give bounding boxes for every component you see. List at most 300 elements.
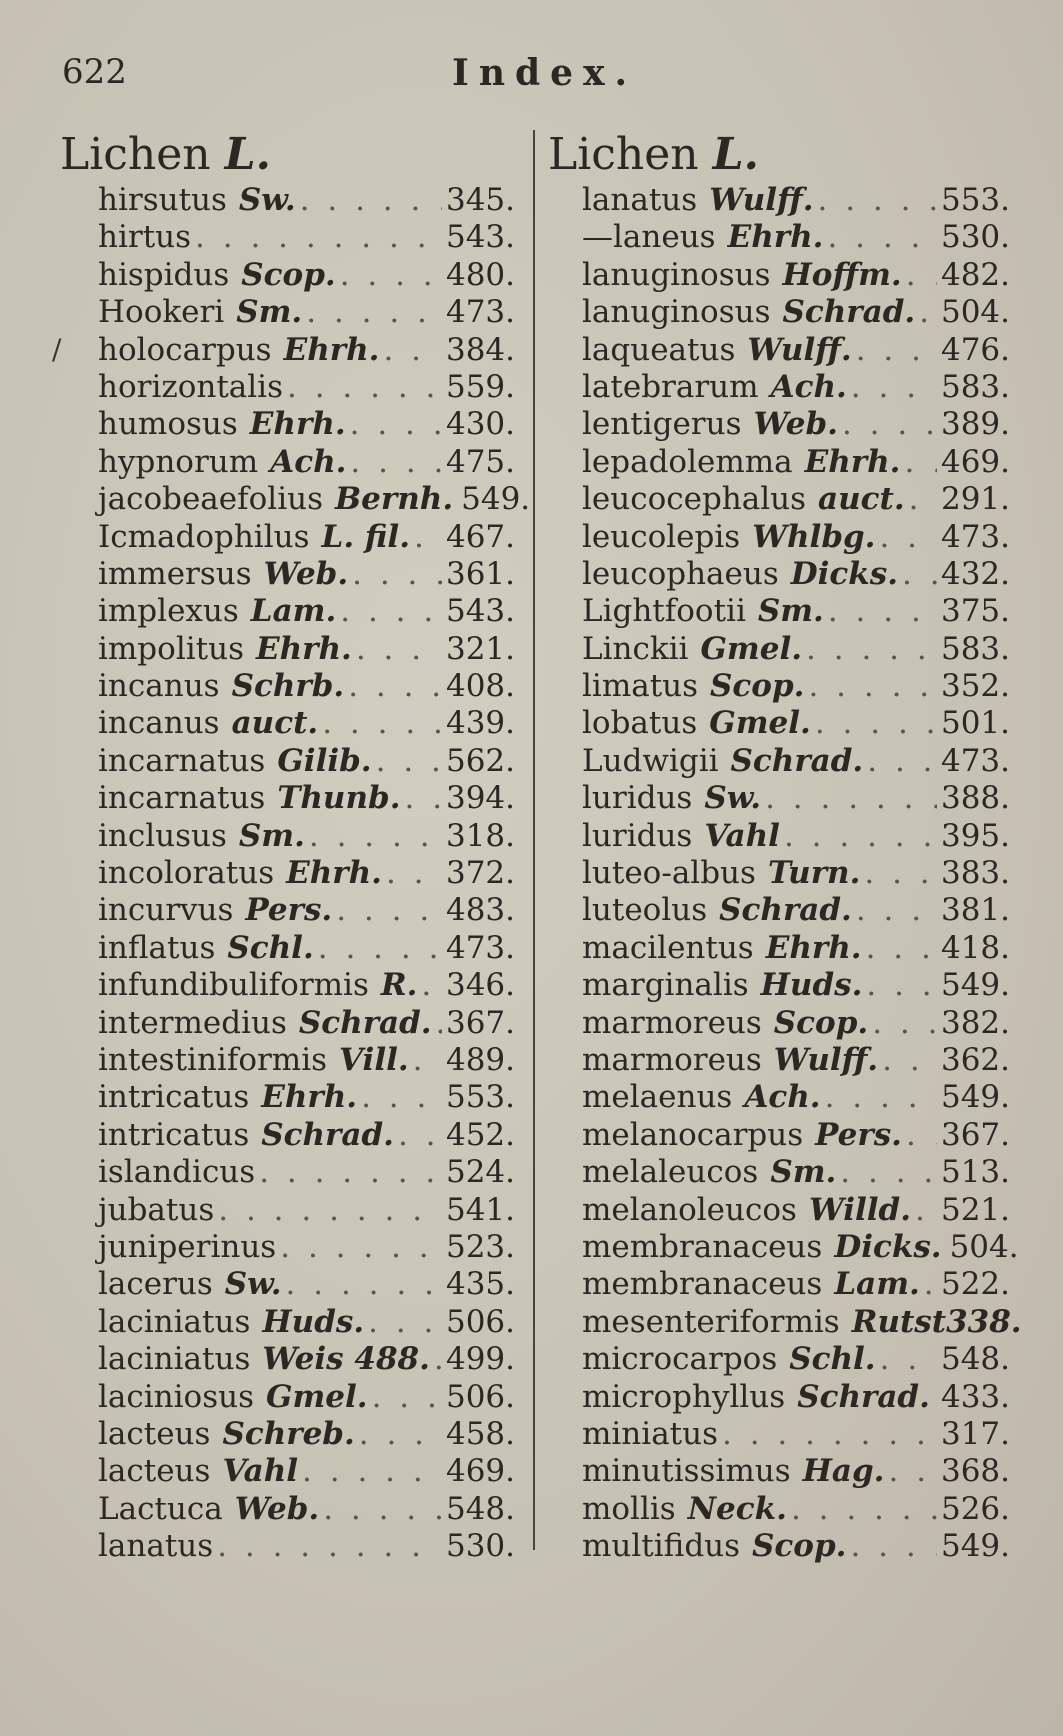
author-abbreviation: Scop. (241, 256, 336, 293)
index-entry (548, 1528, 1010, 1565)
author-abbreviation: Sm. (770, 1154, 837, 1191)
page-reference: 530. (445, 1528, 515, 1565)
author-abbreviation: Wulff. (747, 331, 852, 368)
species-epithet: Linckii (582, 630, 689, 667)
species-epithet: lepadolemma (582, 443, 793, 480)
author-abbreviation: Hoffm. (782, 256, 902, 293)
species-epithet: melanoleucos (582, 1191, 797, 1228)
dot-leader (372, 1379, 442, 1416)
index-entry (60, 406, 515, 443)
species-epithet: jacobeaefolius (98, 481, 323, 518)
page-reference: 469. (445, 1453, 515, 1490)
page-reference: 362. (940, 1041, 1010, 1078)
dot-leader (902, 556, 937, 593)
index-entry (60, 1528, 515, 1565)
dot-leader (340, 257, 442, 294)
author-abbreviation: Schl. (227, 929, 314, 966)
species-epithet: marginalis (582, 967, 749, 1004)
index-entry (60, 519, 515, 556)
page-reference: 458. (445, 1415, 515, 1452)
species-epithet: lacteus (98, 1453, 211, 1490)
dot-leader (784, 818, 937, 855)
dot-leader (909, 481, 937, 518)
author-abbreviation: Ach. (770, 368, 847, 405)
species-epithet: luridus (582, 780, 693, 817)
species-epithet: hirsutus (98, 182, 227, 218)
author-abbreviation: R. (380, 967, 418, 1004)
dot-leader (915, 1192, 937, 1229)
species-epithet: laciniosus (98, 1378, 254, 1415)
page-reference: 408. (445, 668, 515, 705)
dot-leader (359, 1416, 442, 1453)
species-epithet: melaleucos (582, 1154, 759, 1191)
species-epithet: lanuginosus (582, 256, 771, 293)
page-reference: 506. (445, 1303, 515, 1340)
page-reference: 543. (445, 593, 515, 630)
page-reference: 473. (940, 742, 1010, 779)
species-epithet: intricatus (98, 1079, 250, 1116)
page-reference: 318. (445, 817, 515, 854)
author-abbreviation: Scop. (752, 1528, 847, 1565)
species-epithet: marmoreus (582, 1041, 762, 1078)
page-reference: 384. (445, 331, 515, 368)
page-reference: 501. (940, 705, 1010, 742)
dot-leader (348, 668, 442, 705)
dot-leader (404, 780, 441, 817)
species-epithet: intestiniformis (98, 1041, 328, 1078)
index-entry (60, 743, 515, 780)
index-entry (60, 444, 515, 481)
species-epithet: lacerus (98, 1266, 213, 1303)
dot-leader (286, 1266, 442, 1303)
index-entry (60, 1266, 515, 1303)
index-entry (548, 1341, 1010, 1378)
page-reference: 549. (940, 967, 1010, 1004)
index-entry (548, 369, 1010, 406)
index-entry (548, 1117, 1010, 1154)
index-entry (548, 1192, 1010, 1229)
index-entry (60, 1491, 515, 1528)
species-epithet: horizontalis (98, 368, 284, 405)
species-epithet: laciniatus (98, 1341, 251, 1378)
page-reference: 482. (940, 256, 1010, 293)
dot-leader (336, 892, 442, 929)
dot-leader (904, 444, 936, 481)
species-epithet: membranaceus (582, 1228, 823, 1265)
index-entry (548, 444, 1010, 481)
page-reference: 549. (940, 1528, 1010, 1565)
dot-leader (218, 1192, 442, 1229)
page-reference: 473. (445, 929, 515, 966)
index-entry (60, 1453, 515, 1490)
page-reference: 559. (445, 368, 515, 405)
dot-leader (368, 1304, 442, 1341)
species-epithet: Hookeri (98, 294, 225, 331)
page-reference: 394. (445, 780, 515, 817)
index-entry (60, 1005, 515, 1042)
index-entry (548, 219, 1010, 256)
author-abbreviation: Schrad. (719, 892, 852, 929)
index-entry (548, 519, 1010, 556)
index-entry (548, 1453, 1010, 1490)
author-abbreviation: Dicks. (790, 555, 899, 592)
column-heading (548, 128, 1010, 182)
index-entry (548, 818, 1010, 855)
species-epithet: incanus (98, 668, 220, 705)
author-abbreviation: Schrad. (298, 1004, 432, 1041)
species-epithet: immersus (98, 555, 252, 592)
index-entry (548, 1005, 1010, 1042)
genus-name: Lichen (548, 129, 699, 180)
species-epithet: luteolus (582, 892, 708, 929)
species-epithet: multifidus (582, 1528, 741, 1565)
author-abbreviation: Schrb. (231, 668, 345, 705)
author-abbreviation: Schl. (789, 1341, 876, 1378)
species-epithet: lanatus (98, 1528, 214, 1565)
page-reference: 476. (940, 331, 1010, 368)
index-entry (60, 1416, 515, 1453)
author-abbreviation: Weis 488. (262, 1341, 430, 1378)
dot-leader (340, 593, 442, 630)
species-epithet: laqueatus (582, 331, 736, 368)
index-entry (60, 818, 515, 855)
author-abbreviation: Lam. (250, 593, 337, 630)
species-epithet: marmoreus (582, 1004, 762, 1041)
species-epithet: Lightfootii (582, 593, 746, 630)
species-epithet: luridus (582, 817, 693, 854)
dot-leader (924, 1266, 937, 1303)
index-entry (548, 1266, 1010, 1303)
page-reference: 382. (940, 1004, 1010, 1041)
index-entry (548, 780, 1010, 817)
author-abbreviation: Schrad. (730, 742, 864, 779)
dot-leader (851, 369, 937, 406)
page-reference: 372. (445, 855, 515, 892)
page-reference: 522. (940, 1266, 1010, 1303)
author-abbreviation: Web. (263, 555, 349, 592)
index-entry (60, 1117, 515, 1154)
index-entry (548, 406, 1010, 443)
dot-leader (302, 1453, 442, 1490)
species-epithet: lanuginosus (582, 294, 771, 331)
dot-leader (850, 1528, 937, 1565)
dot-leader (414, 519, 442, 556)
page-reference: 489. (445, 1041, 515, 1078)
page-reference: 352. (940, 668, 1010, 705)
page-reference: 543. (445, 219, 515, 256)
page-reference: 383. (940, 855, 1010, 892)
genus-author: L. (712, 129, 759, 180)
index-entry (548, 967, 1010, 1004)
author-abbreviation: Huds. (262, 1303, 365, 1340)
author-abbreviation: auct. (231, 705, 319, 742)
index-entry (548, 705, 1010, 742)
species-epithet: lobatus (582, 705, 698, 742)
dot-leader (867, 743, 937, 780)
page-reference: 389. (940, 406, 1010, 443)
index-entry (60, 1192, 515, 1229)
page-reference: 367. (445, 1004, 515, 1041)
author-abbreviation: Wulff. (773, 1041, 879, 1078)
page-reference: 483. (445, 892, 515, 929)
species-epithet: implexus (98, 593, 239, 630)
dot-leader (259, 1154, 442, 1191)
author-abbreviation: Web. (753, 406, 838, 443)
author-abbreviation: Vill. (339, 1041, 409, 1078)
species-epithet: intricatus (98, 1116, 250, 1153)
author-abbreviation: Schreb. (222, 1415, 355, 1452)
page-reference: 548. (445, 1490, 515, 1527)
page-reference: 375. (940, 593, 1010, 630)
index-entry (548, 892, 1010, 929)
dot-leader (808, 668, 937, 705)
page-reference: 473. (940, 518, 1010, 555)
index-column-right (548, 128, 1022, 1565)
author-abbreviation: Ach. (744, 1079, 821, 1116)
genus-name: Lichen (60, 129, 211, 180)
author-abbreviation: Wulff. (709, 182, 814, 218)
species-epithet: melanocarpus (582, 1116, 804, 1153)
author-abbreviation: Sw. (224, 1266, 282, 1303)
page-reference: 381. (940, 892, 1010, 929)
page-reference: 317. (940, 1415, 1010, 1452)
author-abbreviation: Thunb. (277, 780, 401, 817)
species-epithet: holocarpus (98, 331, 272, 368)
page-reference: 346. (445, 967, 515, 1004)
author-abbreviation: Ehrh. (804, 443, 901, 480)
species-epithet: incanus (98, 705, 220, 742)
margin-mark: / (52, 333, 62, 366)
page-reference: 291. (940, 481, 1010, 518)
author-abbreviation: Ehrh. (286, 855, 382, 892)
author-abbreviation: Ehrh. (249, 406, 346, 443)
author-abbreviation: Neck. (687, 1490, 787, 1527)
index-entry (548, 1416, 1010, 1453)
index-entry (60, 967, 515, 1004)
page-reference: 553. (445, 1079, 515, 1116)
dot-leader (361, 1079, 442, 1116)
page-reference: 562. (445, 742, 515, 779)
species-epithet: melaenus (582, 1079, 733, 1116)
index-entry (60, 294, 515, 331)
page-reference: 368. (940, 1453, 1010, 1490)
index-entry (548, 556, 1010, 593)
species-epithet: juniperinus (98, 1228, 277, 1265)
column-divider (533, 130, 535, 1550)
page-header (62, 52, 1002, 102)
species-epithet: hirtus (98, 219, 192, 256)
page-reference: 506. (445, 1378, 515, 1415)
species-epithet: hispidus (98, 256, 230, 293)
index-entry (548, 1379, 1010, 1416)
author-abbreviation: Gmel. (266, 1378, 368, 1415)
running-title: Index. (452, 52, 638, 94)
dot-leader (318, 930, 442, 967)
index-entry (548, 668, 1010, 705)
species-epithet: intermedius (98, 1004, 287, 1041)
index-entry (60, 855, 515, 892)
index-entry (60, 780, 515, 817)
author-abbreviation: Sw. (238, 182, 296, 218)
dot-leader (882, 1042, 937, 1079)
dot-leader (934, 1379, 937, 1416)
index-entry (60, 593, 515, 630)
index-entry (60, 1079, 515, 1116)
dot-leader (322, 705, 442, 742)
page-reference: 521. (940, 1191, 1010, 1228)
page-reference: 504. (949, 1228, 1019, 1265)
species-epithet: miniatus (582, 1415, 719, 1452)
page-number: 622 (62, 52, 127, 92)
dot-leader (309, 818, 442, 855)
dot-leader (386, 855, 442, 892)
author-abbreviation: Sw. (704, 780, 762, 817)
page-reference: 395. (940, 817, 1010, 854)
species-epithet: luteo-albus (582, 855, 756, 892)
author-abbreviation: Gmel. (700, 630, 803, 667)
dot-leader (827, 219, 937, 256)
species-epithet: membranaceus (582, 1266, 823, 1303)
species-epithet: incoloratus (98, 855, 275, 892)
dot-leader (856, 892, 937, 929)
dot-leader (217, 1528, 442, 1565)
species-epithet: Lactuca (98, 1490, 223, 1527)
page-reference: 433. (940, 1378, 1010, 1415)
page-reference: 526. (940, 1490, 1010, 1527)
species-epithet: microphyllus (582, 1378, 786, 1415)
species-epithet: infundibuliformis (98, 967, 369, 1004)
index-entry (548, 332, 1010, 369)
index-entry (60, 219, 515, 256)
species-epithet: hypnorum (98, 443, 259, 480)
dot-leader (350, 444, 442, 481)
author-abbreviation: Willd. (808, 1191, 912, 1228)
dot-leader (376, 743, 442, 780)
page-reference: 439. (445, 705, 515, 742)
page-reference: 388. (940, 780, 1010, 817)
index-entry (60, 668, 515, 705)
page-reference: 475. (445, 443, 515, 480)
species-epithet: limatus (582, 668, 699, 705)
page-reference: 432. (940, 555, 1010, 592)
author-abbreviation: Dicks. (834, 1228, 942, 1265)
dot-leader (815, 705, 937, 742)
author-abbreviation: Rutst338. (851, 1303, 1022, 1340)
dot-leader (323, 1491, 442, 1528)
index-entry (60, 182, 515, 219)
author-abbreviation: Gilib. (277, 742, 372, 779)
dot-leader (872, 1005, 937, 1042)
dot-leader (864, 855, 937, 892)
species-epithet: leucophaeus (582, 555, 779, 592)
species-epithet: mesenteriformis (582, 1303, 840, 1340)
species-epithet: incarnatus (98, 780, 266, 817)
author-abbreviation: Vahl (222, 1453, 299, 1490)
dot-leader (306, 294, 442, 331)
page-reference: 367. (940, 1116, 1010, 1153)
index-entry (548, 743, 1010, 780)
author-abbreviation: Ehrh. (765, 929, 862, 966)
page-reference: 523. (445, 1228, 515, 1265)
page-reference: 467. (445, 518, 515, 555)
page-reference: 504. (940, 294, 1010, 331)
index-entry (548, 182, 1010, 219)
index-entry (548, 593, 1010, 630)
dot-leader (352, 556, 442, 593)
author-abbreviation: Turn. (767, 855, 861, 892)
species-epithet: lacteus (98, 1415, 211, 1452)
author-abbreviation: auct. (818, 481, 905, 518)
author-abbreviation: Ehrh. (255, 630, 352, 667)
index-entry (60, 892, 515, 929)
dot-leader (280, 1229, 442, 1266)
author-abbreviation: Bernh. (334, 481, 454, 518)
author-abbreviation: Schrad. (782, 294, 916, 331)
species-epithet: inclusus (98, 817, 227, 854)
index-entry (548, 930, 1010, 967)
page-reference: 530. (940, 219, 1010, 256)
index-entry (548, 1491, 1010, 1528)
index-entry (60, 257, 515, 294)
dot-leader (906, 257, 937, 294)
dot-leader (806, 631, 937, 668)
page-reference: 345. (445, 182, 515, 218)
author-abbreviation: Huds. (760, 967, 863, 1004)
species-epithet: minutissimus (582, 1453, 791, 1490)
dot-leader (287, 369, 442, 406)
index-entry (60, 556, 515, 593)
dot-leader (791, 1491, 937, 1528)
author-abbreviation: Lam. (834, 1266, 920, 1303)
dot-leader (828, 593, 937, 630)
dot-leader (300, 182, 442, 219)
dot-leader (888, 1453, 936, 1490)
author-abbreviation: Vahl (704, 817, 780, 854)
index-entry (548, 1228, 1019, 1266)
dot-leader (856, 332, 937, 369)
species-epithet: macilentus (582, 929, 754, 966)
index-entry (548, 1079, 1010, 1116)
species-epithet: lentigerus (582, 406, 742, 443)
dot-leader (350, 406, 442, 443)
index-entry (60, 1042, 515, 1079)
index-entry (548, 1042, 1010, 1079)
dot-leader (436, 1005, 442, 1042)
page-reference: 548. (940, 1341, 1010, 1378)
author-abbreviation: L. fil. (321, 518, 411, 555)
index-entry (60, 481, 531, 518)
index-entry (548, 481, 1010, 518)
dot-leader (866, 967, 937, 1004)
genus-author: L. (224, 129, 271, 180)
index-entry (548, 1303, 1022, 1341)
author-abbreviation: Scop. (710, 668, 805, 705)
page-reference: 513. (940, 1154, 1010, 1191)
author-abbreviation: Ehrh. (283, 331, 380, 368)
dot-leader (906, 1117, 937, 1154)
dot-leader (825, 1079, 937, 1116)
index-entry (60, 1154, 515, 1191)
index-entry (60, 1304, 515, 1341)
column-heading (60, 128, 515, 182)
author-abbreviation: Sm. (757, 593, 824, 630)
page-reference: 553. (940, 182, 1010, 218)
page-reference: 541. (445, 1191, 515, 1228)
page-reference: 361. (445, 555, 515, 592)
species-epithet: mollis (582, 1490, 676, 1527)
index-entry (60, 1229, 515, 1266)
dot-leader (866, 930, 937, 967)
